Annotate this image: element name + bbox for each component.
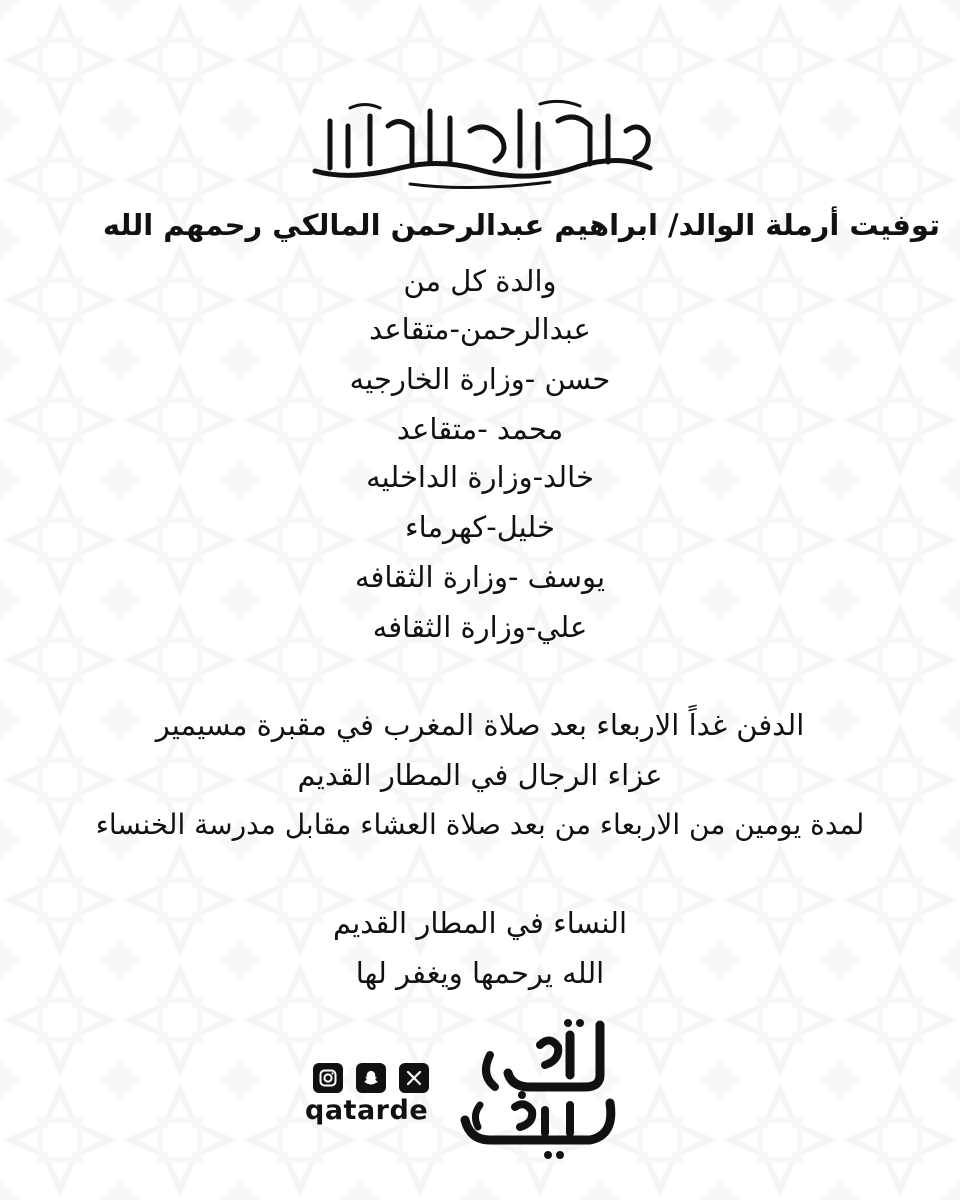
obituary-headline: توفيت أرملة الوالد/ ابراهيم عبدالرحمن المالكي رحمهم الله	[102, 208, 940, 242]
brand-handle: qatarde	[305, 1095, 429, 1126]
x-icon[interactable]	[399, 1063, 429, 1093]
child-line: خالد-وزارة الداخليه	[366, 460, 594, 494]
prayer-line: الله يرحمها ويغفر لها	[355, 956, 605, 990]
instagram-icon[interactable]	[313, 1063, 343, 1093]
child-line: حسن -وزارة الخارجيه	[349, 362, 611, 396]
child-line: يوسف -وزارة الثقافه	[354, 560, 606, 594]
child-line: محمد -متقاعد	[396, 412, 564, 446]
men-condolence-info: عزاء الرجال في المطار القديم	[297, 758, 663, 792]
snapchat-icon[interactable]	[356, 1063, 386, 1093]
mother-of-label: والدة كل من	[403, 264, 557, 298]
child-line: خليل-كهرماء	[405, 510, 555, 544]
child-line: عبدالرحمن-متقاعد	[369, 312, 591, 346]
brand-logo	[450, 1015, 630, 1165]
women-condolence-info: النساء في المطار القديم	[332, 906, 628, 940]
quran-verse-calligraphy	[290, 96, 670, 196]
condolence-period-info: لمدة يومين من الاربعاء من بعد صلاة العشاء مقابل مدرسة الخنساء	[95, 808, 865, 841]
child-line: علي-وزارة الثقافه	[372, 610, 588, 644]
social-icons	[313, 1063, 443, 1093]
burial-info: الدفن غداً الاربعاء بعد صلاة المغرب في مقبرة مسيمير	[155, 708, 805, 742]
